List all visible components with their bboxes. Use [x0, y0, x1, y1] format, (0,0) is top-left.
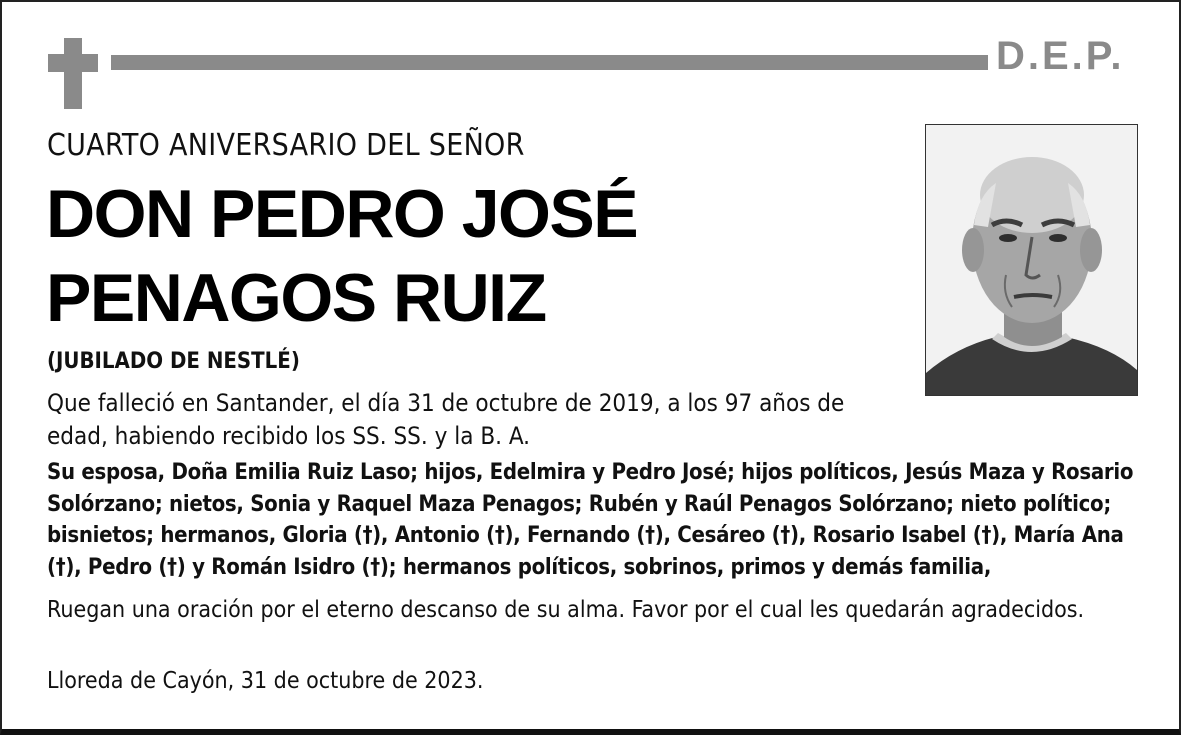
portrait-photo [925, 124, 1138, 396]
portrait-photo-illustration [926, 125, 1137, 395]
death-details: Que falleció en Santander, el día 31 de octubre de 2019, a los 97 años de edad, habiendo recibido los SS. SS. y la B. A. [47, 389, 845, 450]
cross-vertical-bar [64, 38, 82, 109]
deceased-name-line1: DON PEDRO JOSÉ [46, 176, 638, 252]
occupation-label: (JUBILADO DE NESTLÉ) [47, 349, 300, 374]
header-rule [111, 55, 988, 70]
family-list: Su esposa, Doña Emilia Ruiz Laso; hijos, Edelmira y Pedro José; hijos políticos, Jesús Maza y Rosario Solórzano; nietos, Sonia y Raquel Maza Penagos; Rubén y Raúl Penagos Solórzano; nieto político; bisnietos; hermanos, Gloria (†), Antonio (†), Fernando (†), Cesáreo (†), Rosario Isabel (†), María Ana (†), Pedro (†) y Román Isidro (†); hermanos políticos, sobrinos, primos y demás familia, [47, 460, 1134, 580]
prayer-request: Ruegan una oración por el eterno descanso de su alma. Favor por el cual les quedarán agradecidos. [47, 597, 1085, 623]
place-and-date: Lloreda de Cayón, 31 de octubre de 2023. [47, 668, 484, 694]
anniversary-subtitle: CUARTO ANIVERSARIO DEL SEÑOR [47, 128, 525, 163]
deceased-name-line2: PENAGOS RUIZ [46, 260, 546, 336]
cross-horizontal-bar [48, 54, 98, 72]
dep-label: D.E.P. [996, 34, 1125, 78]
